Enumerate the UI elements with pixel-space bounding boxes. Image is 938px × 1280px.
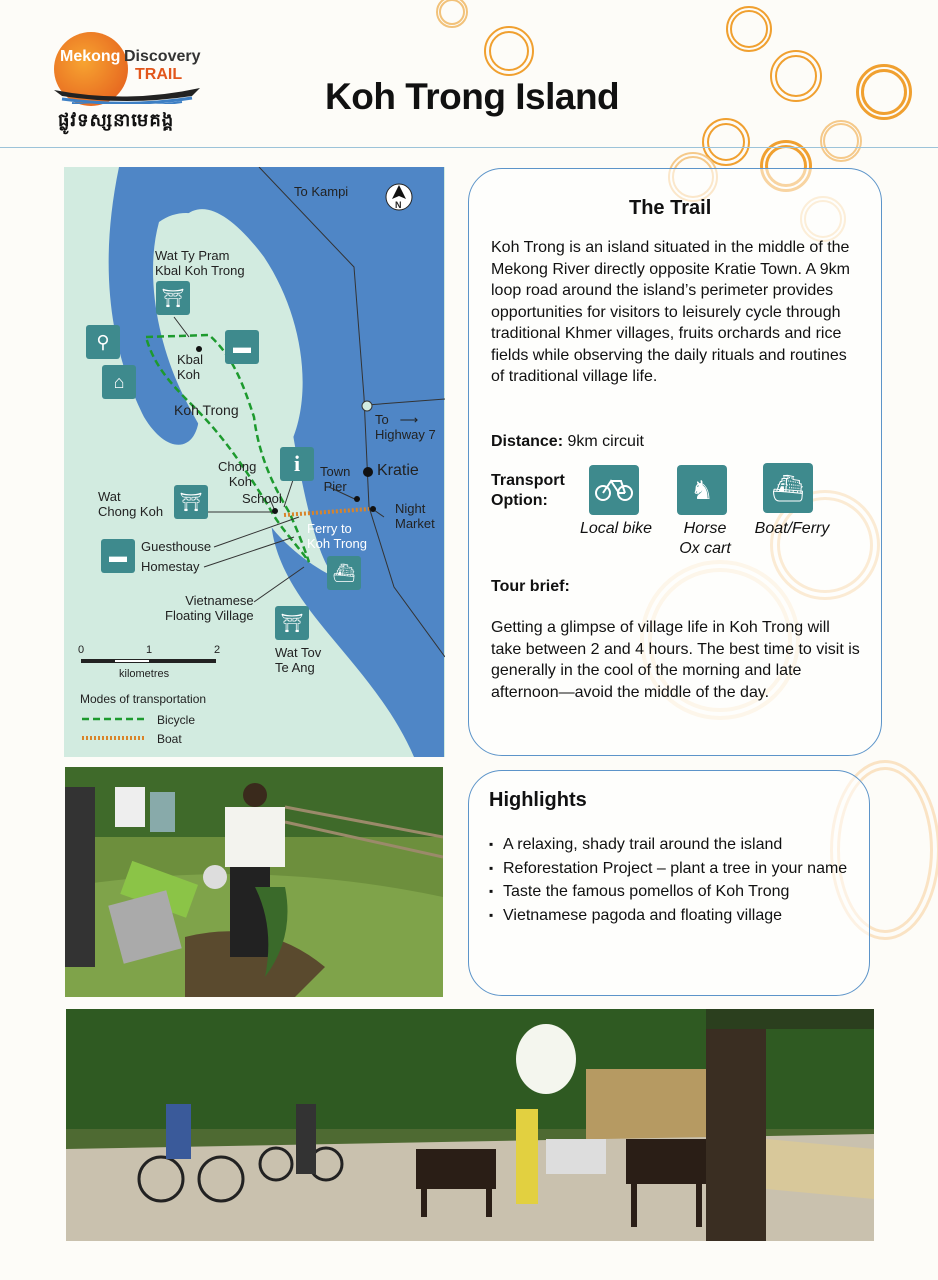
trail-map <box>64 167 445 757</box>
north-arrow-label: N <box>395 200 402 210</box>
scale-label-0: 0 <box>78 644 85 656</box>
tree-planting-photo-graphic <box>65 767 443 997</box>
decorative-spiral <box>726 6 772 52</box>
map-label-kratie: Kratie <box>377 462 419 479</box>
bicycle-icon <box>589 465 639 515</box>
list-item: ▪ Vietnamese pagoda and floating village <box>489 904 849 928</box>
logo-text-trail: TRAIL <box>135 66 183 83</box>
highlights-heading: Highlights <box>489 789 587 811</box>
map-label-kbal-koh-trong: Kbal Koh Trong <box>155 263 245 278</box>
decorative-spiral <box>484 26 534 76</box>
list-item: ▪ A relaxing, shady trail around the island <box>489 833 849 857</box>
legend-title: Modes of transportation <box>80 692 207 706</box>
map-label-to-kampi: To Kampi <box>294 184 349 199</box>
village-road-photo-graphic <box>66 1009 874 1241</box>
map-label-guesthouse: Guesthouse <box>141 539 212 554</box>
hiking-icon: ⚲ <box>86 325 120 359</box>
pagoda-icon: ⛩ <box>156 281 190 315</box>
distance-label: Distance: <box>491 433 564 450</box>
list-item: ▪ Reforestation Project – plant a tree in your name <box>489 857 849 881</box>
map-label-to-highway: To ⟶ Highway 7 <box>375 412 436 442</box>
village-road-photo <box>66 1009 874 1241</box>
map-label-ferry: Ferry to Koh Trong <box>307 521 367 551</box>
map-label-wat-ty-pram: Wat Ty Pram <box>155 248 230 263</box>
logo-text-discovery: Discovery <box>124 48 201 65</box>
map-label-school: School <box>242 491 282 506</box>
map-label-town-pier: Town Pier <box>320 464 351 494</box>
boat-logo-icon <box>52 84 202 104</box>
bed-icon: ▬ <box>225 330 259 364</box>
scale-unit-label: kilometres <box>119 668 170 680</box>
transport-label-local-bike: Local bike <box>579 520 653 537</box>
legend-boat-label: Boat <box>157 732 182 746</box>
the-trail-panel <box>468 168 882 756</box>
transport-label-horse-oxcart: Horse Ox cart <box>679 520 731 557</box>
decorative-spiral <box>436 0 468 28</box>
header-divider <box>0 147 938 148</box>
pagoda-icon: ⛩ <box>275 606 309 640</box>
map-label-chong-koh: Chong Koh <box>218 459 257 489</box>
horse-cart-icon: ♞ <box>677 465 727 515</box>
transport-label-boat-ferry: Boat/Ferry <box>754 520 830 537</box>
distance-value: 9km circuit <box>567 433 644 450</box>
map-label-homestay: Homestay <box>141 559 200 574</box>
map-label-wat-chong-koh: Wat Chong Koh <box>98 489 164 519</box>
page-title: Koh Trong Island <box>325 76 620 117</box>
logo-khmer-text: ផ្លូវទស្សនាមេគង្គ <box>58 110 175 130</box>
boat-icon: ⛴ <box>327 556 361 590</box>
bed-icon: ▬ <box>101 539 135 573</box>
map-label-wat-tov-te-ang: Wat Tov Te Ang <box>275 645 322 675</box>
scale-label-2: 2 <box>214 644 221 656</box>
info-icon: i <box>280 447 314 481</box>
decorative-spiral <box>770 50 822 102</box>
tour-brief-label: Tour brief: <box>491 578 570 595</box>
trail-description: Koh Trong is an island situated in the middle of the Mekong River directly opposite Kratie Town. A 9km loop road around the island’s perimeter provides opportunities for visitors to leisurely cycle through traditional Khmer villages, fruits orchards and rice fields while observing the daily rituals and routines of traditional village life. <box>491 239 850 385</box>
highlights-list <box>489 833 849 927</box>
highlights-panel <box>468 770 870 996</box>
map-label-night-market: Night Market <box>395 501 435 531</box>
distance-row <box>491 431 644 453</box>
scale-label-1: 1 <box>146 644 153 656</box>
logo-text-mekong: Mekong <box>60 48 121 65</box>
boat-icon: ⛴ <box>763 463 813 513</box>
transport-option-label: Transport Option: <box>491 472 565 509</box>
legend-bicycle-label: Bicycle <box>157 713 196 727</box>
mekong-discovery-trail-logo <box>50 28 210 143</box>
map-label-koh-trong: Koh Trong <box>174 402 239 418</box>
house-icon: ⌂ <box>102 365 136 399</box>
decorative-spiral <box>820 120 862 162</box>
trail-heading: The Trail <box>629 197 712 219</box>
tour-brief-text: Getting a glimpse of village life in Koh Trong will take between 2 and 4 hours. The best time to visit is generally in the cool of the morning and late afternoon—avoid the middle of the day. <box>491 619 860 701</box>
decorative-spiral <box>856 64 912 120</box>
map-label-vietnamese-village: Vietnamese Floating Village <box>165 593 254 623</box>
map-label-kbal-koh: Kbal Koh <box>177 352 204 382</box>
list-item: ▪ Taste the famous pomellos of Koh Trong <box>489 880 849 904</box>
tree-planting-photo <box>65 767 443 997</box>
pagoda-icon: ⛩ <box>174 485 208 519</box>
